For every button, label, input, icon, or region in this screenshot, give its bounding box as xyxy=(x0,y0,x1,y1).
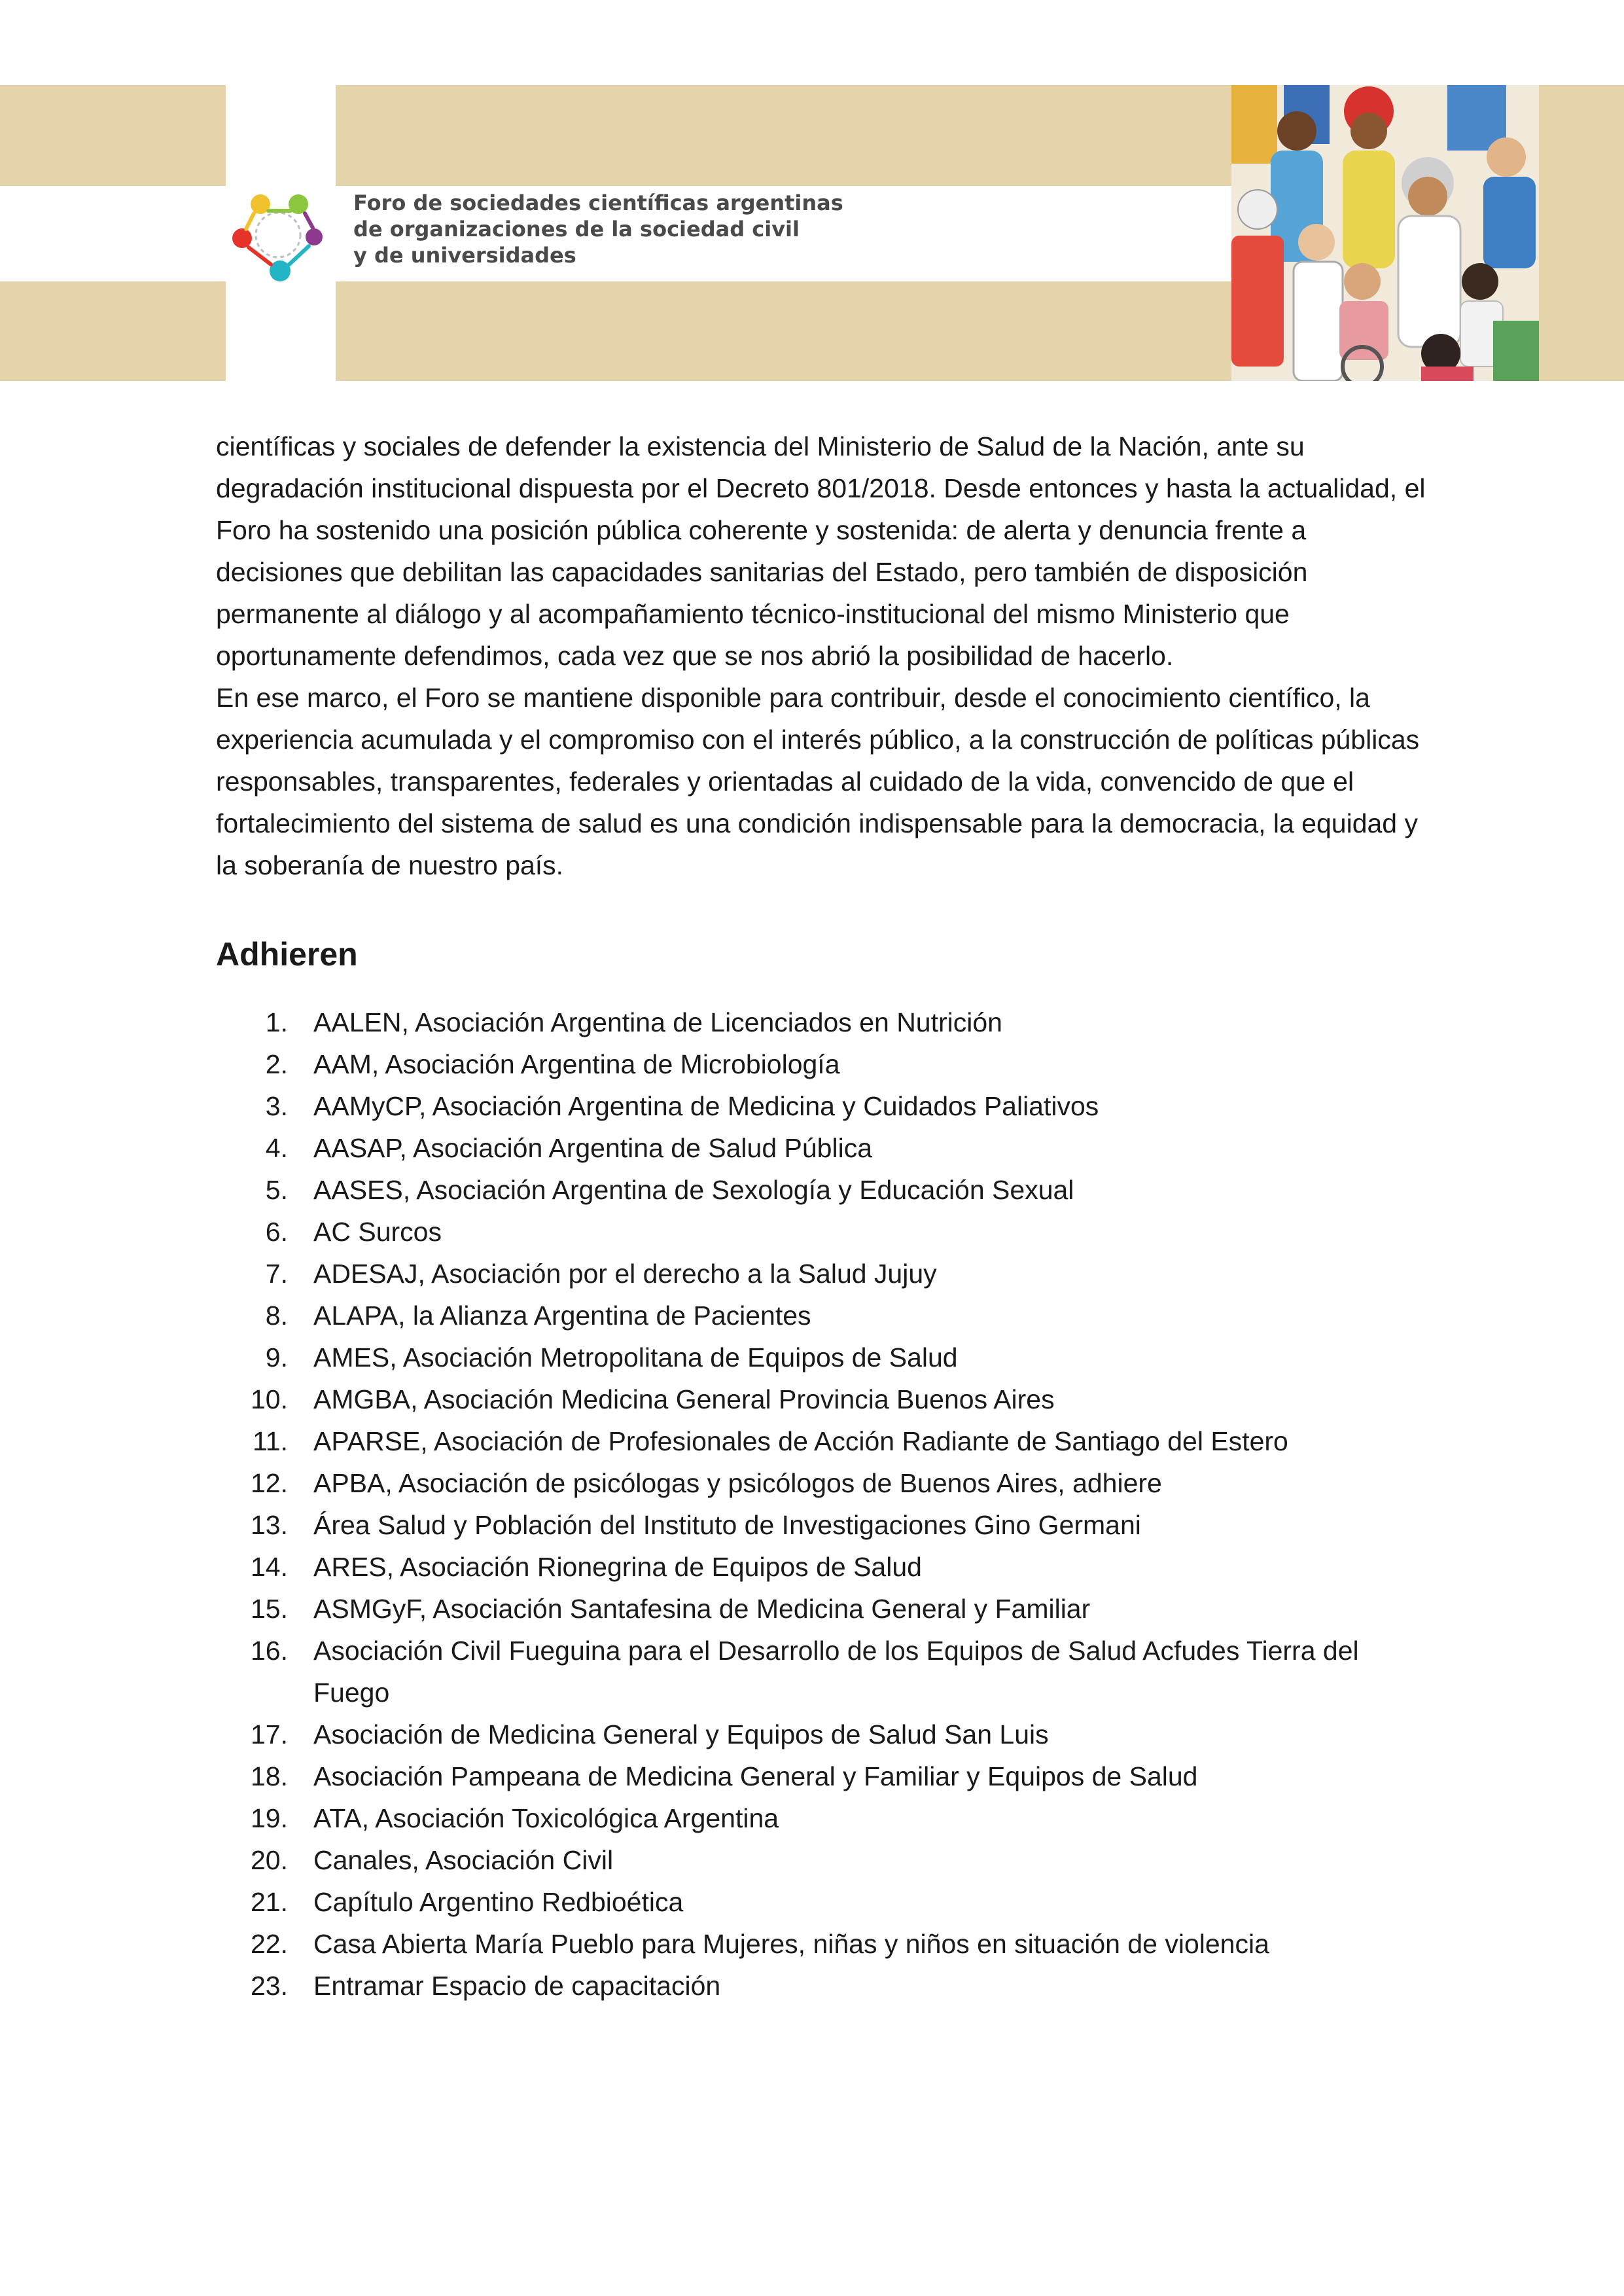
list-item-number: 7. xyxy=(265,1259,288,1289)
list-item-text: ARES, Asociación Rionegrina de Equipos de Salud xyxy=(313,1552,922,1582)
list-item xyxy=(216,1797,1433,1839)
org-name-line-3: y de universidades xyxy=(353,243,576,268)
list-item-text: AALEN, Asociación Argentina de Licenciados en Nutrición xyxy=(313,1007,1002,1037)
list-item xyxy=(216,1965,1433,2007)
list-item xyxy=(216,1001,1433,1043)
logo-person-red xyxy=(232,228,252,248)
list-item-text: APBA, Asociación de psicólogas y psicólogos de Buenos Aires, adhiere xyxy=(313,1468,1162,1498)
list-item-number: 21. xyxy=(251,1887,288,1917)
list-item xyxy=(216,1713,1433,1755)
list-item-number: 6. xyxy=(265,1217,288,1247)
list-item-text: Canales, Asociación Civil xyxy=(313,1845,614,1875)
adherents-list xyxy=(216,1001,1433,2007)
list-item-text: Casa Abierta María Pueblo para Mujeres, niñas y niños en situación de violencia xyxy=(313,1929,1269,1959)
list-item-text: Asociación de Medicina General y Equipos de Salud San Luis xyxy=(313,1719,1049,1749)
body-paragraph-1: científicas y sociales de defender la existencia del Ministerio de Salud de la Nación, ante su degradación institucional dispuesta por el Decreto 801/2018. Desde entonces y hasta la actualidad, el Foro ha sostenido una posición pública coherente y sostenida: de alerta y denuncia frente a decisiones que debilitan las capacidades sanitarias del Estado, pero también de disposición permanente al diálogo y al acompañamiento técnico-institucional del mismo Ministerio que oportunamente defendimos, cada vez que se nos abrió la posibilidad de hacerlo. xyxy=(216,431,1426,671)
list-item-number: 13. xyxy=(251,1510,288,1540)
list-item-number: 3. xyxy=(265,1091,288,1121)
list-item-text: Asociación Pampeana de Medicina General y Familiar y Equipos de Salud xyxy=(313,1761,1198,1791)
logo-person-purple xyxy=(306,228,323,245)
main-content xyxy=(216,425,1433,2007)
list-item-number: 5. xyxy=(265,1175,288,1205)
list-item xyxy=(216,1169,1433,1211)
list-item xyxy=(216,1462,1433,1504)
list-item-text: ALAPA, la Alianza Argentina de Pacientes xyxy=(313,1300,811,1331)
list-item-number: 17. xyxy=(251,1719,288,1749)
list-item-number: 8. xyxy=(265,1300,288,1331)
list-item-number: 2. xyxy=(265,1049,288,1079)
list-item-number: 14. xyxy=(251,1552,288,1582)
list-item-number: 15. xyxy=(251,1594,288,1624)
adherents-heading: Adhieren xyxy=(216,936,358,973)
list-item-number: 23. xyxy=(251,1971,288,2001)
list-item xyxy=(216,1546,1433,1588)
list-item-text: Capítulo Argentino Redbioética xyxy=(313,1887,684,1917)
list-item xyxy=(216,1588,1433,1630)
list-item-text: ASMGyF, Asociación Santafesina de Medicina General y Familiar xyxy=(313,1594,1091,1624)
list-item-text: AMES, Asociación Metropolitana de Equipos de Salud xyxy=(313,1342,958,1372)
list-item-text: Asociación Civil Fueguina para el Desarrollo de los Equipos de Salud Acfudes Tierra del Fuego xyxy=(313,1636,1359,1708)
list-item xyxy=(216,1378,1433,1420)
list-item-text: Área Salud y Población del Instituto de Investigaciones Gino Germani xyxy=(313,1510,1141,1540)
list-item-number: 18. xyxy=(251,1761,288,1791)
org-name xyxy=(353,190,1204,268)
people-network-logo-icon xyxy=(229,186,327,284)
list-item-number: 20. xyxy=(251,1845,288,1875)
list-item xyxy=(216,1923,1433,1965)
body-paragraph-2: En ese marco, el Foro se mantiene disponible para contribuir, desde el conocimiento científico, la experiencia acumulada y el compromiso con el interés público, a la construcción de políticas públicas responsables, transparentes, federales y orientadas al cuidado de la vida, convencido de que el fortalecimiento del sistema de salud es una condición indispensable para la democracia, la equidad y la soberanía de nuestro país. xyxy=(216,683,1420,880)
list-item-text: AASES, Asociación Argentina de Sexología y Educación Sexual xyxy=(313,1175,1074,1205)
list-item xyxy=(216,1336,1433,1378)
list-item-number: 22. xyxy=(251,1929,288,1959)
list-item xyxy=(216,1043,1433,1085)
list-item xyxy=(216,1839,1433,1881)
logo-person-teal xyxy=(270,260,291,281)
list-item xyxy=(216,1295,1433,1336)
list-item-number: 16. xyxy=(251,1636,288,1666)
list-item-number: 1. xyxy=(265,1007,288,1037)
org-name-line-2: de organizaciones de la sociedad civil xyxy=(353,217,800,242)
list-item-text: ADESAJ, Asociación por el derecho a la Salud Jujuy xyxy=(313,1259,937,1289)
list-item-text: AAMyCP, Asociación Argentina de Medicina y Cuidados Paliativos xyxy=(313,1091,1099,1121)
list-item xyxy=(216,1253,1433,1295)
list-item-text: AMGBA, Asociación Medicina General Provincia Buenos Aires xyxy=(313,1384,1055,1414)
list-item-text: APARSE, Asociación de Profesionales de Acción Radiante de Santiago del Estero xyxy=(313,1426,1288,1456)
org-name-line-1: Foro de sociedades científicas argentinas xyxy=(353,190,843,215)
list-item xyxy=(216,1127,1433,1169)
list-item-text: AC Surcos xyxy=(313,1217,442,1247)
list-item-number: 12. xyxy=(251,1468,288,1498)
list-item-text: Entramar Espacio de capacitación xyxy=(313,1971,721,2001)
list-item-number: 11. xyxy=(253,1426,288,1456)
list-item xyxy=(216,1630,1433,1713)
list-item-number: 19. xyxy=(251,1803,288,1833)
list-item xyxy=(216,1504,1433,1546)
list-item-number: 10. xyxy=(251,1384,288,1414)
list-item xyxy=(216,1755,1433,1797)
list-item xyxy=(216,1085,1433,1127)
list-item-text: ATA, Asociación Toxicológica Argentina xyxy=(313,1803,779,1833)
list-item xyxy=(216,1420,1433,1462)
list-item-text: AASAP, Asociación Argentina de Salud Pública xyxy=(313,1133,872,1163)
list-item-number: 4. xyxy=(265,1133,288,1163)
diverse-people-illustration xyxy=(1231,85,1539,381)
list-item-text: AAM, Asociación Argentina de Microbiología xyxy=(313,1049,840,1079)
list-item xyxy=(216,1211,1433,1253)
list-item-number: 9. xyxy=(265,1342,288,1372)
list-item xyxy=(216,1881,1433,1923)
